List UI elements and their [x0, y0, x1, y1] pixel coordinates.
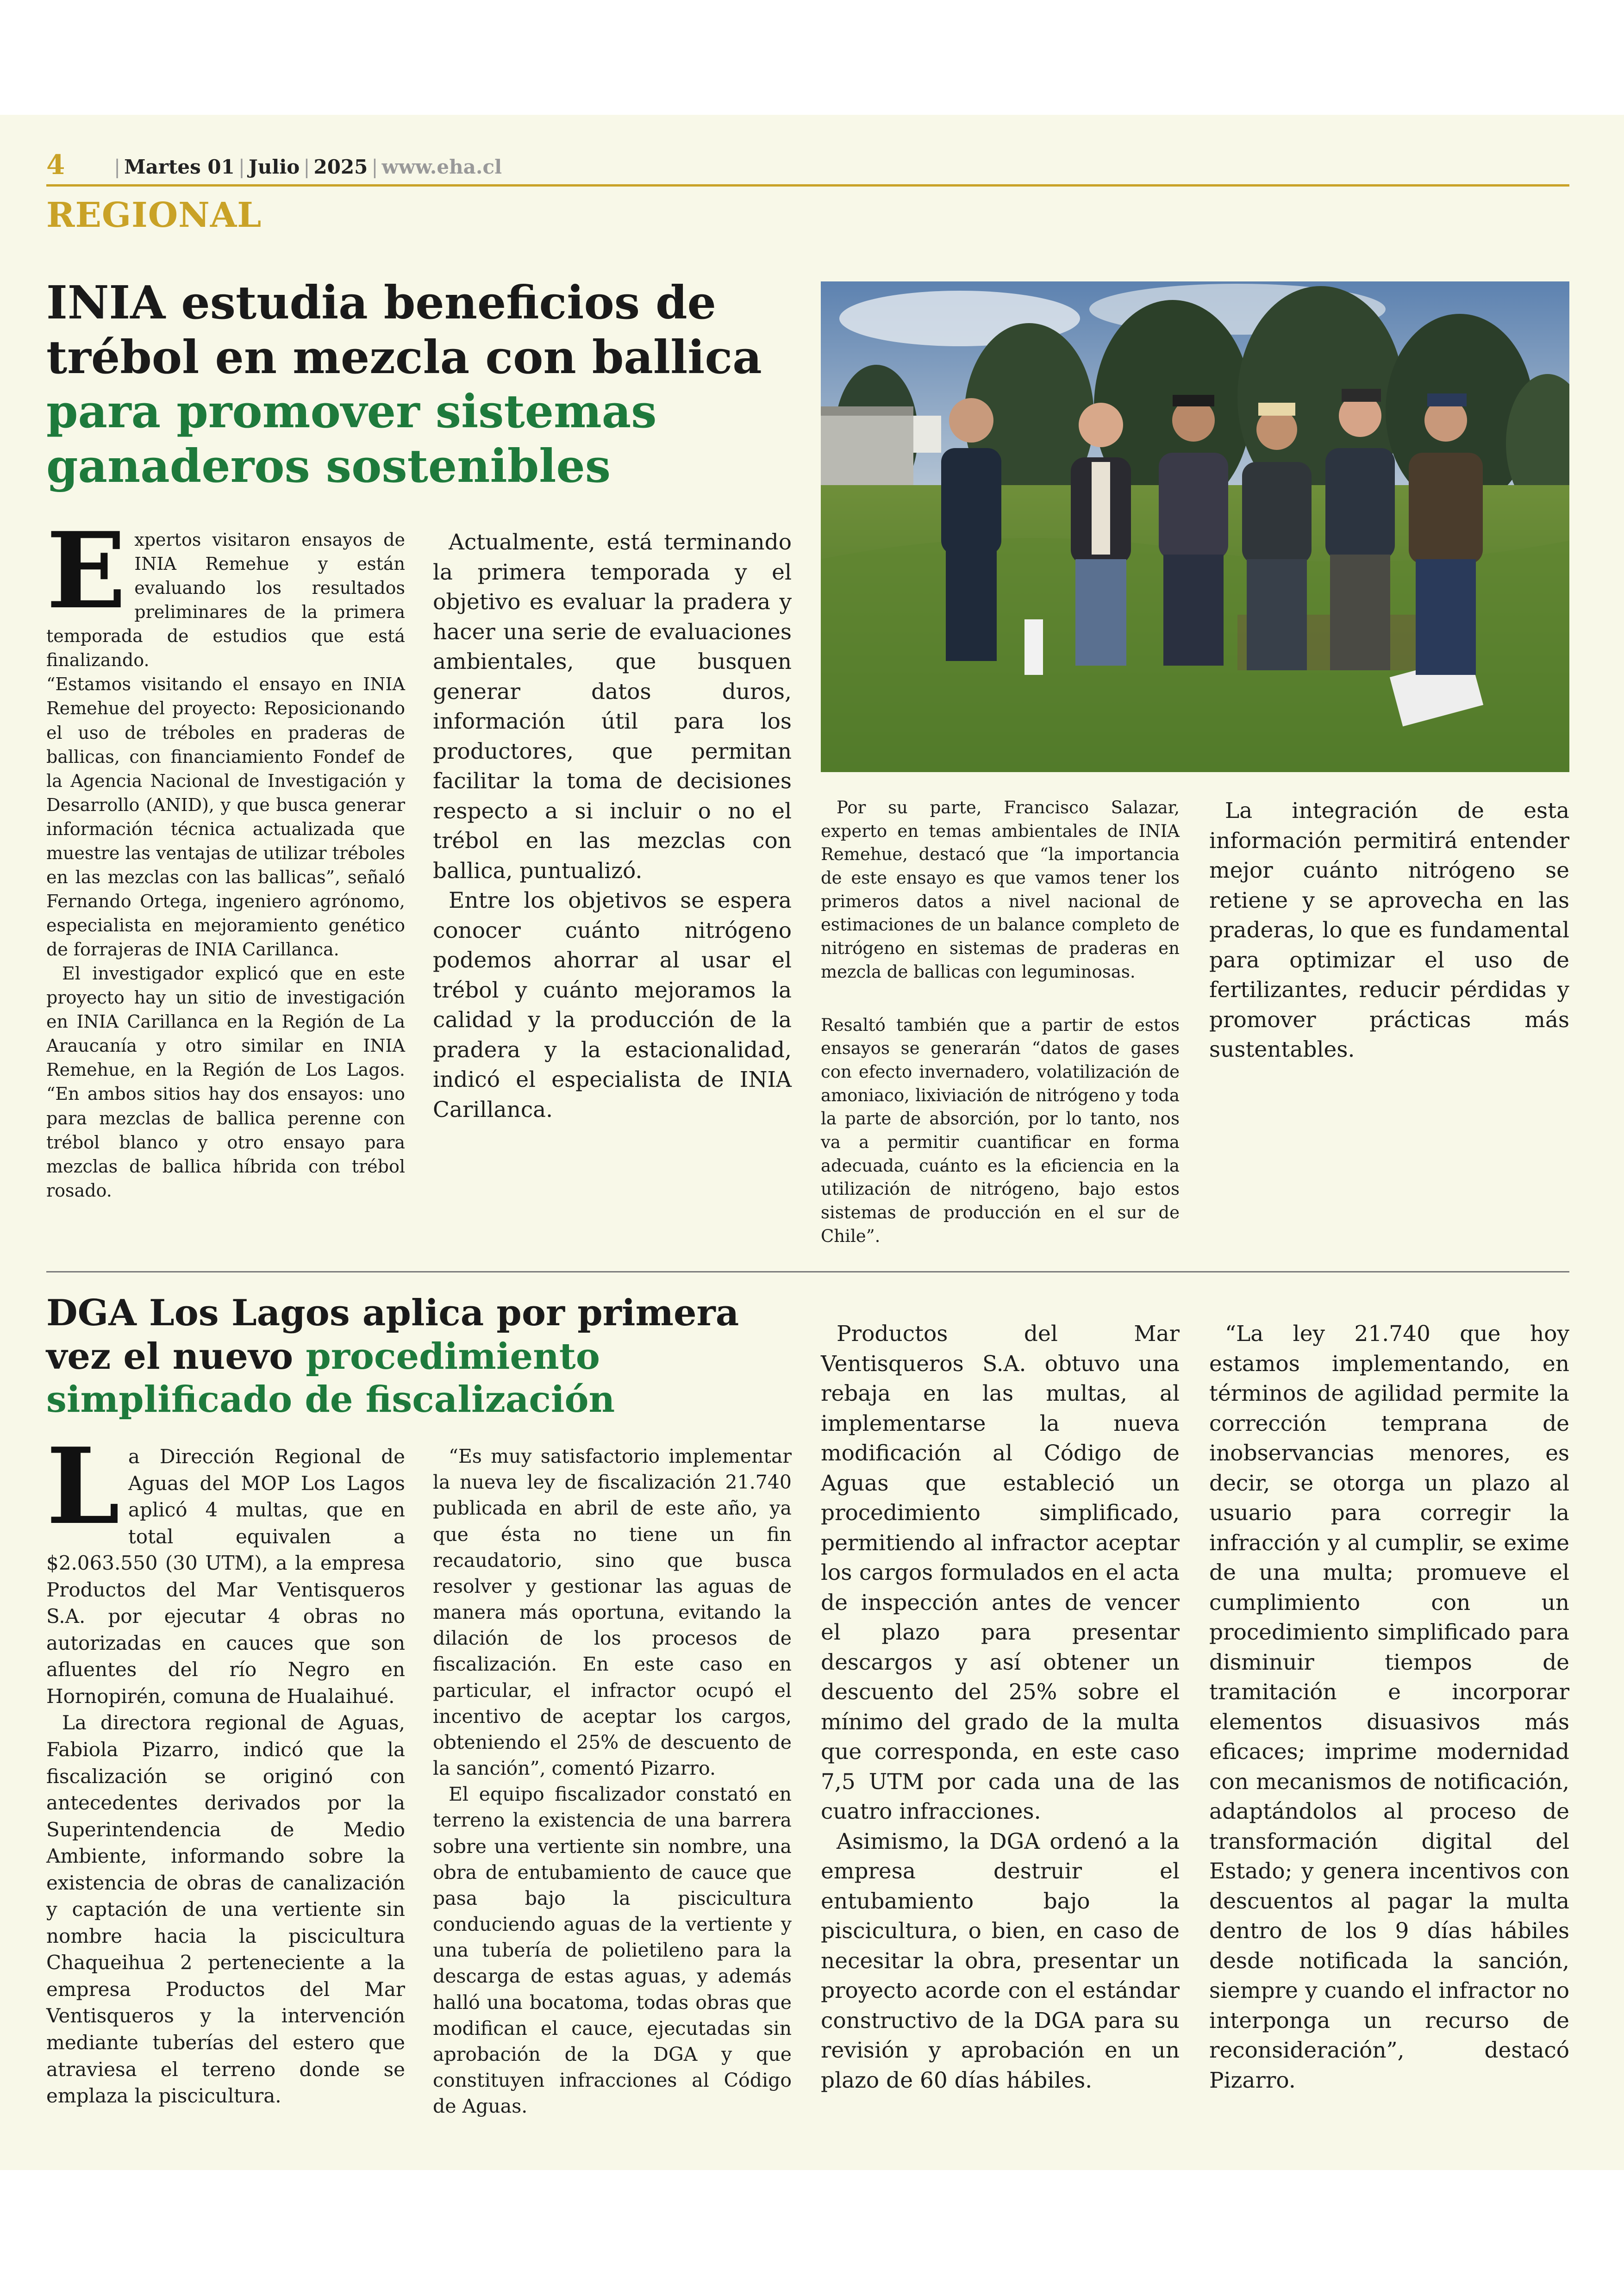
article1-drop-cap: E	[46, 510, 126, 632]
article2-subtitle: procedimiento simplificado de fiscalización	[46, 1335, 615, 1421]
article2-paragraph: Asimismo, la DGA ordenó a la empresa destruir el entubamiento bajo la piscicultura, o bien, en caso de necesitar la obra, presentar un proyecto acorde con el estándar constructivo de la DGA para su revisión y aprobación en un plazo de 60 días hábiles.	[821, 1828, 1180, 2093]
article1-column-3	[821, 796, 1180, 1250]
field-scene-image	[821, 281, 1569, 772]
article1-paragraph: xpertos visitaron ensayos de INIA Remehue y están evaluando los resultados preliminares de la primera temporada de estudios que está finalizando.	[46, 530, 405, 671]
article1-column-4	[1209, 796, 1569, 1250]
article2-paragraph: “La ley 21.740 que hoy estamos implementando, en términos de agilidad permite la corrección temprana de inobservancias menores, es decir, se otorga un plazo al usuario para corregir la infracción y al cumplir, se exime de una multa; promueve el cumplimiento con un procedimiento simplificado para disminuir tiempos de tramitación e incorporar elementos disuasivos más eficaces; imprime modernidad con mecanismos de notificación, adaptándolos al proceso de transformación digital del Estado; y genera incentivos con descuentos al pagar la multa dentro de los 9 días hábiles desde notificada la sanción, siempre y cuando el infractor no interponga un recurso de reconsideración”, destacó Pizarro.	[1209, 1321, 1569, 2093]
separator: |	[303, 156, 310, 178]
article1-paragraph: Resaltó también que a partir de estos ensayos se generarán “datos de gases con efecto invernadero, volatilización de amoniaco, lixiviación de nitrógeno y toda la parte de absorción, por lo tanto, nos va a permitir cuantificar en forma adecuada, cuánto es la eficiencia en la utilización de nitrógeno, bajo estos sistemas de producción en el sur de Chile”.	[821, 1015, 1180, 1246]
separator: |	[238, 156, 245, 178]
article2-headline	[46, 1291, 796, 1422]
article1-paragraph: “Estamos visitando el ensayo en INIA Remehue del proyecto: Reposicionando el uso de tréboles en praderas de ballicas, con financiamiento Fondef de la Agencia Nacional de Investigación y Desarrollo (ANID), y que busca generar información técnica actualizada que muestre las ventajas de utilizar tréboles en las mezclas con las ballicas”, señaló Fernando Ortega, ingeniero agrónomo, especialista en mejoramiento genético de forrajeras de INIA Carillanca.	[46, 674, 405, 960]
article1-column-1	[46, 510, 405, 1250]
article2-column-1	[46, 1425, 405, 2124]
article1-subtitle: para promover sistemas ganaderos sostenibles	[46, 385, 657, 493]
article1-photo	[821, 281, 1569, 772]
separator: |	[114, 156, 121, 178]
article1-paragraph: Por su parte, Francisco Salazar, experto en temas ambientales de INIA Remehue, destacó que “la importancia de este ensayo es que vamos tener los primeros datos a nivel nacional de estimaciones de un balance completo de nitrógeno en sistemas de praderas en mezcla de ballicas con leguminosas.	[821, 798, 1180, 982]
separator: |	[371, 156, 378, 178]
header-rule	[46, 184, 1569, 187]
article2-paragraph: “Es muy satisfactorio implementar la nueva ley de fiscalización 21.740 publicada en abril de este año, ya que ésta no tiene un fin recaudatorio, sino que busca resolver y gestionar las aguas de manera más oportuna, evitando la dilación de los procesos de fiscalización. En este caso en particular, el infractor ocupó el incentivo de aceptar los cargos, obteniendo el 25% de descuento de la sanción”, comentó Pizarro.	[433, 1445, 792, 1780]
article-divider	[46, 1271, 1569, 1272]
article2-title: DGA Los Lagos aplica por primera vez el nuevo	[46, 1292, 739, 1378]
article2-paragraph: Productos del Mar Ventisqueros S.A. obtuvo una rebaja en las multas, al implementarse la nueva modificación al Código de Aguas que estableció un procedimiento simplificado, permitiendo al infractor aceptar los cargos formulados en el acta de inspección antes de vencer el plazo para presentar descargos y así obtener un descuento del 25% sobre el mínimo del grado de la multa que corresponda, en este caso 7,5 UTM por cada una de las cuatro infracciones.	[821, 1321, 1180, 1824]
article1-paragraph: Actualmente, está terminando la primera temporada y el objetivo es evaluar la pradera y hacer una serie de evaluaciones ambientales, que busquen generar datos duros, información útil para los productores, que permitan facilitar la toma de decisiones respecto a si incluir o no el trébol en las mezclas con ballica, puntualizó.	[433, 530, 792, 884]
article2-paragraph: La directora regional de Aguas, Fabiola Pizarro, indicó que la fiscalización se originó con antecedentes derivados por la Superintendencia de Medio Ambiente, informando sobre la existencia de obras de canalización y captación de una vertiente sin nombre hacia la piscicultura Chaqueihua 2 perteneciente a la empresa Productos del Mar Ventisqueros y la intervención mediante tuberías del estero que atraviesa el terreno donde se emplaza la piscicultura.	[46, 1711, 405, 2108]
article1-paragraph: La integración de esta información permitirá entender mejor cuánto nitrógeno se retiene y se aprovecha en las praderas, lo que es fundamental para optimizar el uso de fertilizantes, reducir pérdidas y promover prácticas más sustentables.	[1209, 798, 1569, 1062]
article1-title: INIA estudia beneficios de trébol en mezcla con ballica	[46, 276, 762, 384]
website-link[interactable]: www.eha.cl	[381, 156, 502, 178]
article1-paragraph: El investigador explicó que en este proyecto hay un sitio de investigación en INIA Carillanca en la Región de La Araucanía y otro similar en INIA Remehue, en la Región de Los Lagos. “En ambos sitios hay dos ensayos: uno para mezclas de ballica perenne con trébol blanco y otro ensayo para mezclas de ballica híbrida con trébol rosado.	[46, 963, 405, 1201]
article2-drop-cap: L	[46, 1425, 120, 1548]
article1-headline	[46, 276, 796, 493]
article2-paragraph: a Dirección Regional de Aguas del MOP Los Lagos aplicó 4 multas, que en total equivalen a $2.063.550 (30 UTM), a la empresa Productos del Mar Ventisqueros S.A. por ejecutar 4 obras no autorizadas en cauces que son afluentes del río Negro en Hornopirén, comuna de Hualaihué.	[46, 1445, 405, 1708]
article2-paragraph: El equipo fiscalizador constató en terreno la existencia de una barrera sobre una vertiente sin nombre, una obra de entubamiento de cauce que pasa bajo la piscicultura conduciendo aguas de la vertiente y una tubería de polietileno para la descarga de estas aguas, y además halló una bocatoma, todas obras que modifican el cauce, ejecutadas sin aprobación de la DGA y que constituyen infracciones al Código de Aguas.	[433, 1783, 792, 2118]
article1-paragraph: Entre los objetivos se espera conocer cuánto nitrógeno podemos ahorrar al usar el trébol y cuánto mejoramos la calidad y la producción de la pradera y la estacionalidad, indicó el especialista de INIA Carillanca.	[433, 888, 792, 1123]
date-day: Martes 01	[124, 156, 235, 178]
date-year: 2025	[313, 156, 368, 178]
article1-column-2	[433, 528, 792, 1250]
date-line	[110, 156, 502, 178]
article2-column-4	[1209, 1319, 1569, 2125]
section-label: REGIONAL	[46, 195, 262, 235]
article2-column-3	[821, 1319, 1180, 2125]
article2-column-2	[433, 1443, 792, 2124]
date-month: Julio	[248, 156, 300, 178]
page-number: 4	[46, 149, 65, 181]
